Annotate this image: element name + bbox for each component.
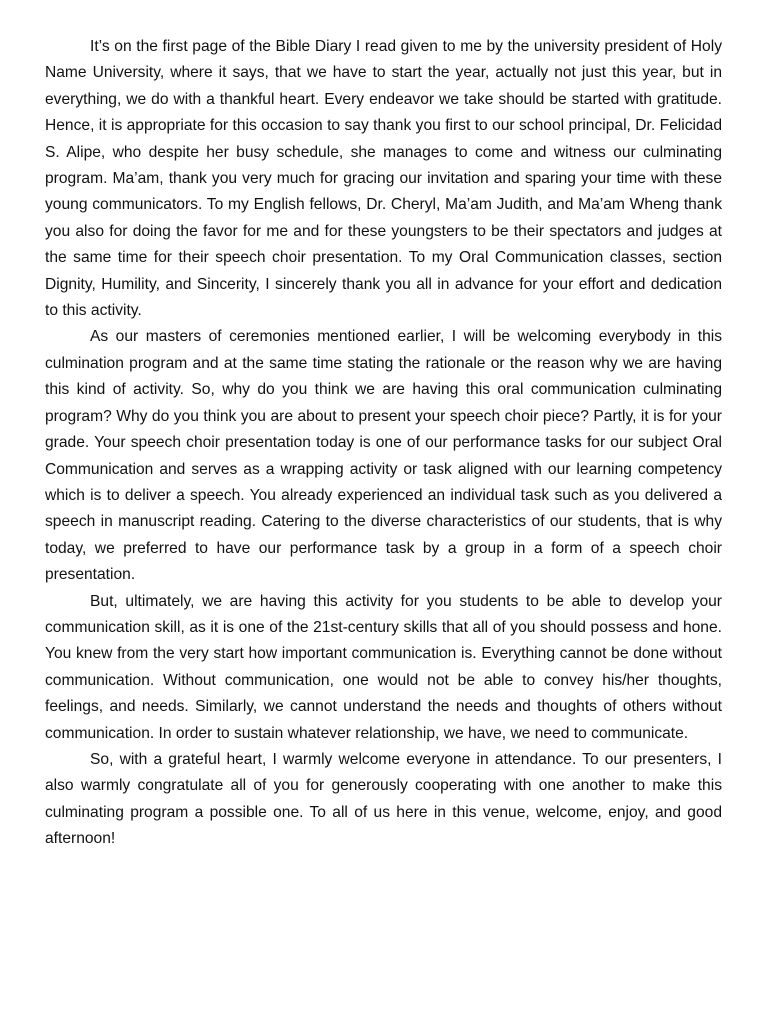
document-body [45, 34, 722, 853]
paragraph-closing-welcome: So, with a grateful heart, I warmly welcome everyone in attendance. To our presenters, I also warmly congratulate all of you for generously cooperating with one another to make this culminating program a possible one. To all of us here in this venue, welcome, enjoy, and good afternoon! [45, 750, 722, 848]
paragraph-communication-skill: But, ultimately, we are having this activity for you students to be able to develop your communication skill, as it is one of the 21st-century skills that all of you should possess and hone. You knew from the very start how important communication is. Everything cannot be done without communication. Without communication, one would not be able to convey his/her thoughts, feelings, and needs. Similarly, we cannot understand the needs and thoughts of others without communication. In order to sustain whatever relationship, we have, we need to communicate. [45, 592, 722, 742]
paragraph-rationale: As our masters of ceremonies mentioned earlier, I will be welcoming everybody in this culmination program and at the same time stating the rationale or the reason why we are having this kind of activity. So, why do you think we are having this oral communication culminating program? Why do you think you are about to present your speech choir piece? Partly, it is for your grade. Your speech choir presentation today is one of our performance tasks for our subject Oral Communication and serves as a wrapping activity or task aligned with our learning competency which is to deliver a speech. You already experienced an individual task such as you delivered a speech in manuscript reading. Catering to the diverse characteristics of our students, that is why today, we preferred to have our performance task by a group in a form of a speech choir presentation. [45, 328, 722, 584]
paragraph-opening-gratitude: It’s on the first page of the Bible Diary I read given to me by the university president of Holy Name University, where it says, that we have to start the year, actually not just this year, but in everything, we do with a thankful heart. Every endeavor we take should be started with gratitude. Hence, it is appropriate for this occasion to say thank you first to our school principal, Dr. Felicidad S. Alipe, who despite her busy schedule, she manages to come and witness our culminating program. Ma’am, thank you very much for gracing our invitation and sparing your time with these young communicators. To my English fellows, Dr. Cheryl, Ma’am Judith, and Ma’am Wheng thank you also for doing the favor for me and for these youngsters to be their spectators and judges at the same time for their speech choir presentation. To my Oral Communication classes, section Dignity, Humility, and Sincerity, I sincerely thank you all in advance for your effort and dedication to this activity. [45, 38, 722, 320]
